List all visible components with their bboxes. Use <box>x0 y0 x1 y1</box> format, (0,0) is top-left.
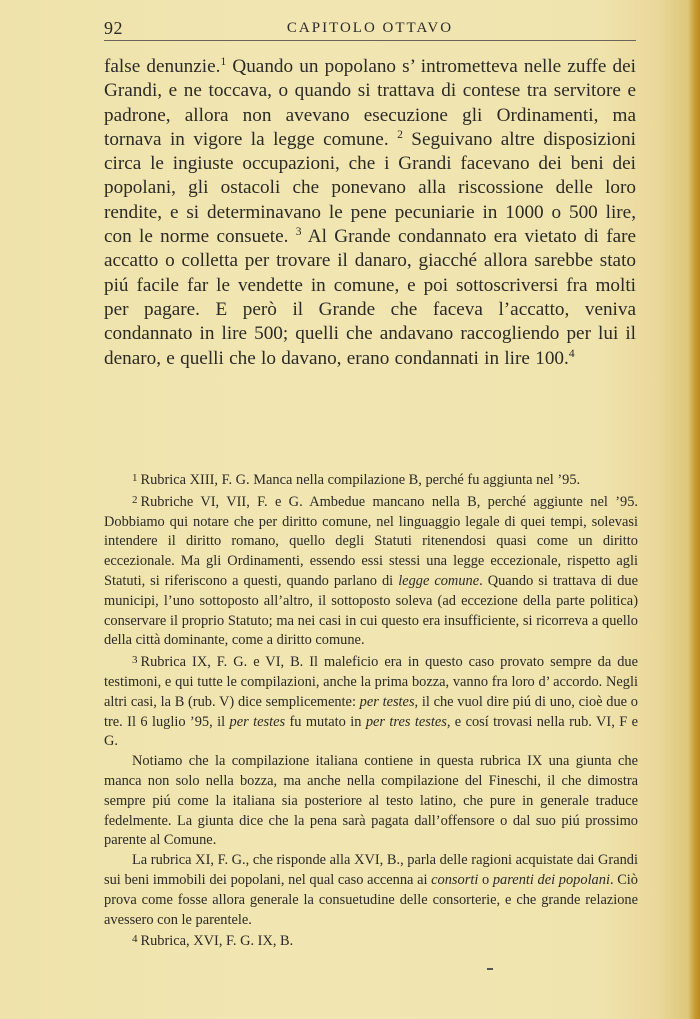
page-header <box>104 18 636 41</box>
footnote-ref: 4 <box>568 347 575 360</box>
footnote-ref: 3 <box>295 226 302 239</box>
footnote-text: , il che vuol dire piú di uno, cioè due o tre. Il 6 luglio ’95, il <box>104 693 638 730</box>
footnote-ref: 1 <box>220 56 227 69</box>
footnote-text: o <box>478 871 493 888</box>
footnote-text: , e cosí trovasi nella rub. VI, F e G. <box>104 713 638 750</box>
footnote-mark: 4 <box>132 933 138 946</box>
footnote-1 <box>104 469 638 491</box>
footnote-text: . Quando si trattava di due municipi, l’uno sottoposto all’altro, il sottoposto soleva (ad eccezione della parte politica) conservare il proprio Statuto; ma nei casi in cui questo era insufficiente, si ricorreva a quello della città dominante, come a diritto comune. <box>104 572 638 649</box>
text-run: Quando un popolano s’ intrometteva nelle zuffe dei Grandi, e ne toccava, o quando si trattava di contese tra servitore e padrone, allora non avevano esecuzione gli Ordinamenti, ma tornava in vigore la legge comune. <box>104 56 636 150</box>
footnote-text: La rubrica XI, F. G., che risponde alla XVI, B., parla delle ragioni acquistate dai Grandi sui beni immobili dei popolani, nel qual caso accenna ai <box>104 852 638 888</box>
footnote-italic: per testes <box>359 693 415 710</box>
footnote-italic: parenti dei popolani <box>492 871 610 888</box>
footnote-italic: per tres testes <box>365 713 447 730</box>
footnote-4 <box>104 930 638 952</box>
footnote-italic: consorti <box>431 871 479 888</box>
footnote-text: Rubriche VI, VII, F. e G. Ambedue mancano nella B, perché aggiunte nel ’95. Dobbiamo qui notare che per diritto comune, nel linguaggio legale di quei tempi, solevasi intendere il diritto romano, quello degli Statuti ritenendosi quasi come un diritto eccezionale. Ma gli Ordinamenti, essendo essi stessi una legge eccezionale, rispetto agli Statuti, si riferiscono a questi, quando parlano di <box>104 493 638 589</box>
footnotes <box>104 469 638 952</box>
page-edge <box>688 0 700 1019</box>
footnote-italic: legge comune <box>398 572 480 589</box>
footnote-text: . Ciò prova come fosse allora generale la consuetudine delle consorterie, e che grande relazione avessero con le parentele. <box>104 871 639 928</box>
footnote-3 <box>104 651 638 752</box>
body-text <box>104 55 636 371</box>
page-number: 92 <box>104 18 123 38</box>
footnote-text: Rubrica XIII, F. G. Manca nella compilazione B, perché fu aggiunta nel ’95. <box>140 472 581 488</box>
text-run: Al Grande condannato era vietato di fare accatto o colletta per trovare il danaro, giacché allora sarebbe stato piú facile far le vendette in comune, e poi sottoscriversi fra molti per pagare. E però il Grande che faceva l’accatto, veniva condannato in lire 500; quelli che andavano raccogliendo per lui il denaro, e quelli che lo davano, erano condannati in lire 100. <box>104 226 637 369</box>
footnote-italic: per testes <box>229 713 286 730</box>
printer-mark <box>487 968 493 970</box>
footnote-3-paragraph-2: Notiamo che la compilazione italiana contiene in questa rubrica IX una giunta che manca non solo nella bozza, ma anche nella compilazione del Fineschi, il che dimostra sempre piú come la italiana sia posteriore al testo latino, che pure in generale traduce fedelmente. La giunta dice che la pena sarà pagata dall’offensore o dal suo piú prossimo parente al Comune. <box>104 753 638 849</box>
text-run: Seguivano altre disposizioni circa le ingiuste occupazioni, che i Grandi facevano dei beni dei popolani, gli ostacoli che ponevano alla riscossione delle loro rendite, e si determinavano le pene pecuniarie in 1000 o 500 lire, con le norme consuete. <box>104 128 636 248</box>
footnote-2 <box>104 491 638 651</box>
footnote-ref: 2 <box>397 128 403 141</box>
text-run: false denunzie. <box>104 56 221 77</box>
footnote-text: fu mutato in <box>285 713 366 730</box>
footnote-mark: 3 <box>132 654 138 667</box>
footnote-text: Rubrica IX, F. G. e VI, B. Il maleficio era in questo caso provato sempre da due testimoni, e qui tutte le compilazioni, anche la prima bozza, vanno fra loro d’ accordo. Negli altri casi, la B (rub. V) dice semplicemente: <box>104 654 638 710</box>
footnote-mark: 2 <box>132 493 138 506</box>
body-paragraph <box>104 55 636 371</box>
footnote-mark: 1 <box>132 472 138 484</box>
running-title: CAPITOLO OTTAVO <box>286 20 454 36</box>
footnote-text: Rubrica, XVI, F. G. IX, B. <box>140 933 294 950</box>
footnote-3-paragraph-3 <box>104 851 638 930</box>
